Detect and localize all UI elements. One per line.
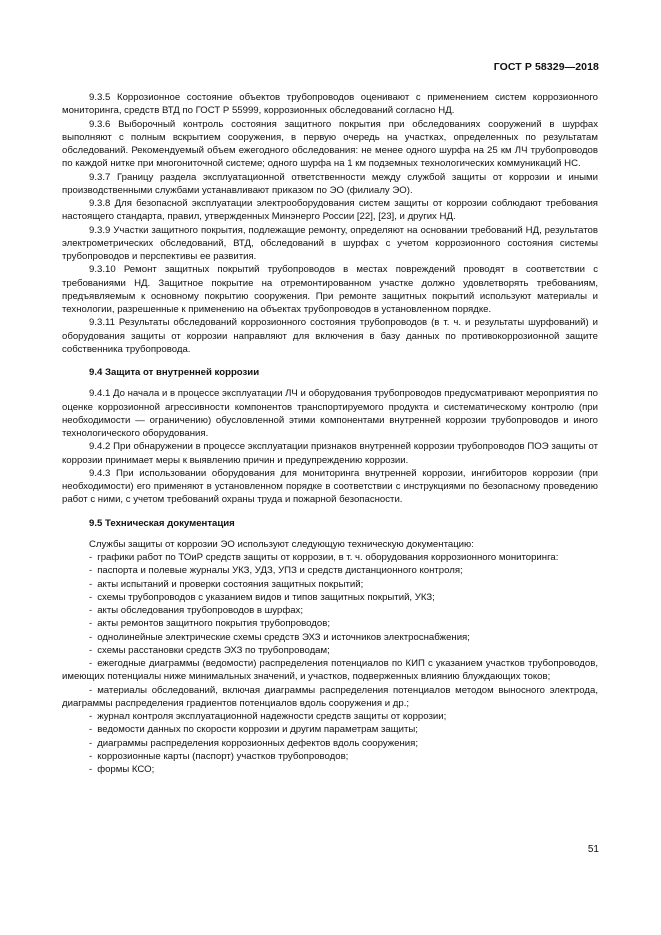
dash-bullet: - xyxy=(89,565,93,577)
page-number: 51 xyxy=(587,844,599,855)
paragraph-9-4-3: 9.4.3 При использовании оборудования для мониторинга внутренней коррозии, ингибиторов коррозии (при необходимости) его применяют в установленном порядке в соответствии с инструкциями по безопасному проведению работ с ними, с учетом требований охраны труда и пожарной безопасности. xyxy=(62,467,598,506)
paragraph-9-3-11: 9.3.11 Результаты обследований коррозионного состояния трубопроводов (в т. ч. и результаты шурфований) и оборудования защиты от коррозии направляют для включения в базу данных по противокоррозионной защите собственника трубопровода. xyxy=(62,317,598,355)
list-item: - журнал контроля эксплуатационной надежности средств защиты от коррозии; xyxy=(89,711,447,722)
paragraph-9-4-1: 9.4.1 До начала и в процессе эксплуатации ЛЧ и оборудования трубопроводов предусматривают мероприятия по оценке коррозионной агрессивности компонентов транспортируемого продукта и систематическому контролю (при необходимости — ограничению) обусловленной этими компонентами внутренней коррозии трубопроводов и иного технологического оборудования. xyxy=(62,388,598,439)
list-item: - однолинейные электрические схемы средств ЭХЗ и источников электроснабжения; xyxy=(89,631,470,643)
dash-bullet: - xyxy=(89,631,93,643)
dash-bullet: - xyxy=(89,552,93,563)
paragraph-9-3-5: 9.3.5 Коррозионное состояние объектов трубопроводов оценивают с применением систем коррозионного мониторинга, средств ВТД по ГОСТ Р 55999, коррозионных обследований согласно НД. xyxy=(62,92,598,117)
list-item: - коррозионные карты (паспорт) участков трубопроводов; xyxy=(89,750,349,762)
list-item: - акты испытаний и проверки состояния защитных покрытий; xyxy=(89,578,364,590)
dash-bullet: - xyxy=(89,591,93,603)
list-item: - графики работ по ТОиР средств защиты от коррозии, в т. ч. оборудования коррозионного мониторинга: xyxy=(89,552,559,563)
list-item: - схемы трубопроводов с указанием видов и типов защитных покрытий, УКЗ; xyxy=(89,591,435,603)
paragraph-9-3-7: 9.3.7 Границу раздела эксплуатационной ответственности между службой защиты от коррозии и иными производственными службами устанавливают приказом по ЭО (филиалу ЭО). xyxy=(62,171,598,196)
paragraph-9-4-2: 9.4.2 При обнаружении в процессе эксплуатации признаков внутренней коррозии трубопроводов ПОЭ защиты от коррозии принимает меры к выявлению причин и предупреждению коррозии. xyxy=(62,441,598,466)
dash-bullet: - xyxy=(89,658,93,669)
list-item: - материалы обследований, включая диаграммы распределения потенциалов методом выносного электрода, диаграммы распределения градиентов потенциалов вдоль сооружения и др.; xyxy=(62,684,598,709)
section-heading-9-5: 9.5 Техническая документация xyxy=(89,517,235,529)
list-item: - ежегодные диаграммы (ведомости) распределения потенциалов по КИП с указанием участков трубопроводов, имеющих потенциалы ниже минимальных значений, и участков, подверженных влиянию блуждающих токов; xyxy=(62,658,598,683)
dash-bullet: - xyxy=(89,605,93,616)
list-item: - схемы расстановки средств ЭХЗ по трубопроводам; xyxy=(89,644,330,656)
dash-bullet: - xyxy=(89,618,93,630)
list-item: - ведомости данных по скорости коррозии и другим параметрам защиты; xyxy=(89,724,418,736)
paragraph-9-3-10: 9.3.10 Ремонт защитных покрытий трубопроводов в местах повреждений проводят в соответствии с требованиями НД. Защитное покрытие на отремонтированном участке должно удовлетворять требованиям, предъявляемым к основному покрытию сооружения. При ремонте защитных покрытий используют материалы и технологии, разрешенные к применению на объектах трубопроводов в установленном порядке. xyxy=(62,264,598,315)
list-item: - формы КСО; xyxy=(89,764,155,775)
dash-bullet: - xyxy=(89,711,93,722)
dash-bullet: - xyxy=(89,578,93,590)
documentation-list xyxy=(62,551,598,776)
section-heading-9-4: 9.4 Защита от внутренней коррозии xyxy=(89,367,260,378)
document-body xyxy=(62,91,598,776)
standard-title: ГОСТ Р 58329—2018 xyxy=(493,61,599,73)
dash-bullet: - xyxy=(89,644,93,656)
dash-bullet: - xyxy=(89,750,93,762)
dash-bullet: - xyxy=(89,764,93,775)
paragraph-9-3-9: 9.3.9 Участки защитного покрытия, подлежащие ремонту, определяют на основании требований НД, результатов электрометрических обследований, ВТД, обследований в шурфах с учетом коррозионного состояния системы трубопроводов и перспективы ее развития. xyxy=(62,224,598,262)
dash-bullet: - xyxy=(89,684,93,696)
paragraph-9-5-intro: Службы защиты от коррозии ЭО используют следующую техническую документацию: xyxy=(89,538,474,550)
paragraph-9-3-8: 9.3.8 Для безопасной эксплуатации электрооборудования систем защиты от коррозии соблюдают требования настоящего стандарта, правил, утвержденных Минэнерго России [22], [23], и других НД. xyxy=(62,198,598,223)
list-item: - паспорта и полевые журналы УКЗ, УДЗ, УПЗ и средств дистанционного контроля; xyxy=(89,565,463,577)
list-item: - акты обследования трубопроводов в шурфах; xyxy=(89,605,304,616)
dash-bullet: - xyxy=(89,724,93,736)
dash-bullet: - xyxy=(89,737,93,749)
list-item: - акты ремонтов защитного покрытия трубопроводов; xyxy=(89,618,330,630)
list-item: - диаграммы распределения коррозионных дефектов вдоль сооружения; xyxy=(89,737,418,749)
paragraph-9-3-6: 9.3.6 Выборочный контроль состояния защитного покрытия при обследованиях сооружений в шурфах выполняют с полным вскрытием сооружения, в первую очередь на участках, определенных по результатам обследований. Рекомендуемый объем ежегодного обследования: не менее одного шурфа на 25 км ЛЧ трубопроводов по каждой нитке при многониточной системе; одного шурфа на 1 км подземных технологических коммуникаций НС. xyxy=(62,118,598,170)
